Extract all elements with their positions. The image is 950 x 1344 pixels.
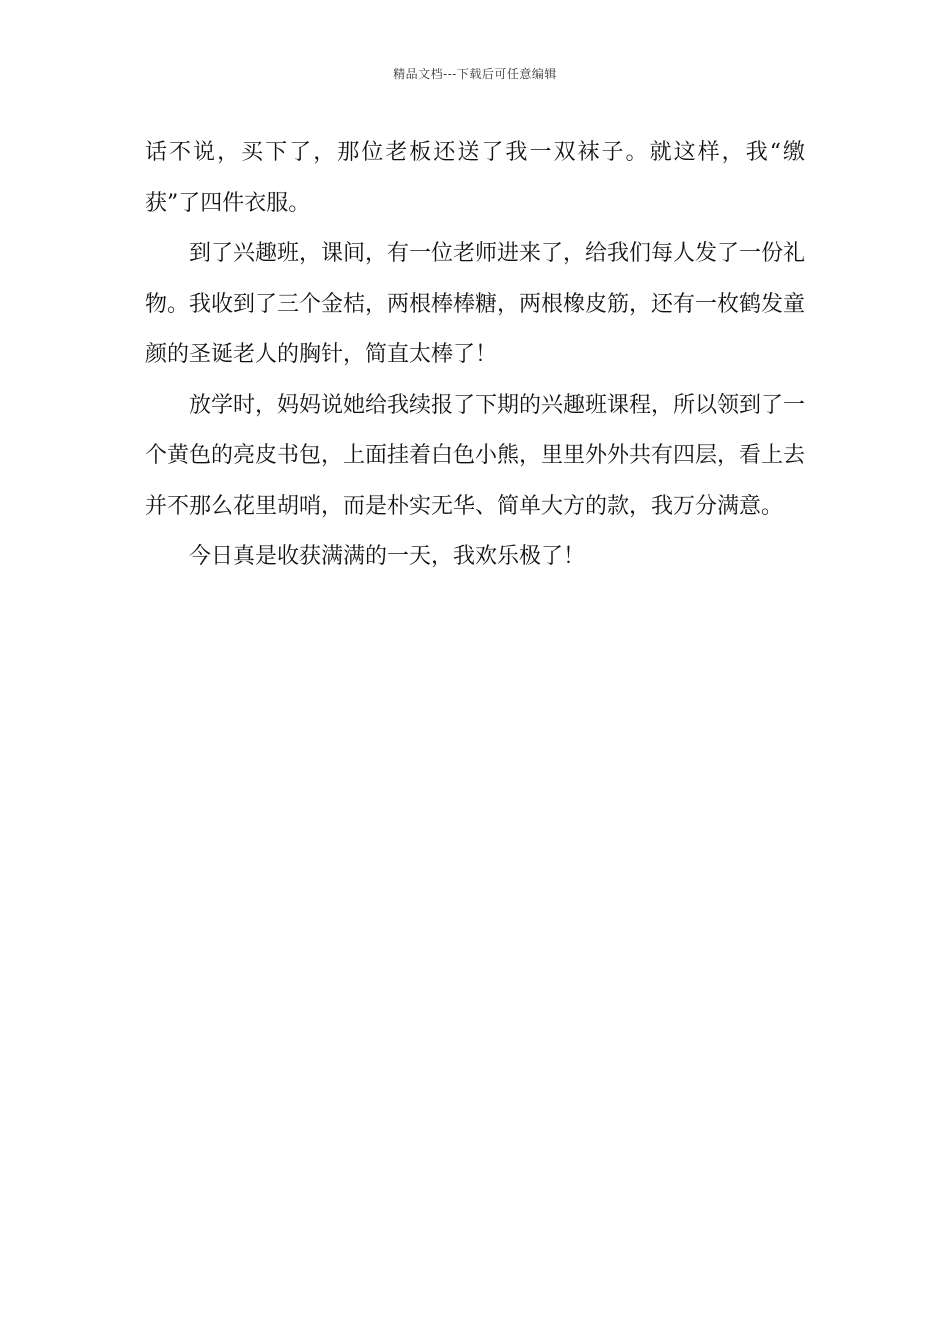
page-header: 精品文档---下载后可任意编辑: [393, 67, 557, 81]
paragraph-4: 今日真是收获满满的一天，我欢乐极了！: [189, 544, 586, 569]
paragraph-1: 话不说，买下了，那位老板还送了我一双袜子。就这样，我“缴获”了四件衣服。: [145, 140, 805, 216]
paragraph-2: 到了兴趣班，课间，有一位老师进来了，给我们每人发了一份礼物。我收到了三个金桔，两根棒棒糖，两根橡皮筋，还有一枚鹤发童颜的圣诞老人的胸针，简直太棒了！: [145, 241, 806, 367]
document-body: [145, 128, 805, 583]
paragraph-3: 放学时，妈妈说她给我续报了下期的兴趣班课程，所以领到了一个黄色的亮皮书包，上面挂着白色小熊，里里外外共有四层，看上去并不那么花里胡哨，而是朴实无华、简单大方的款，我万分满意。: [145, 392, 806, 519]
